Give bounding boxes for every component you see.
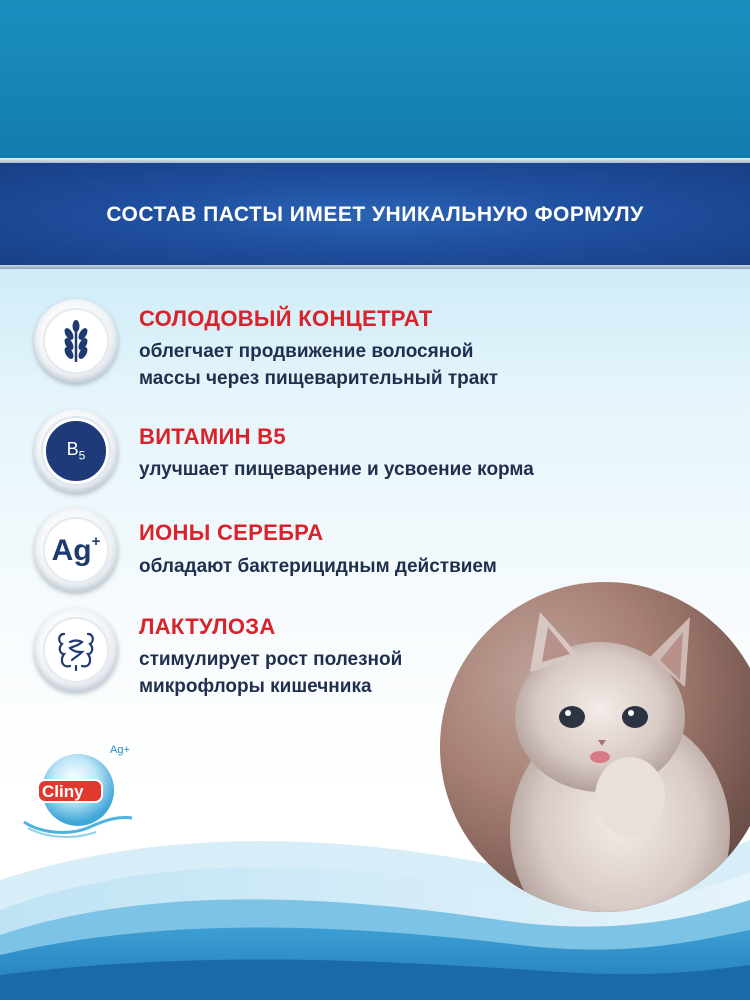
intestine-icon — [43, 617, 109, 683]
feature-icon-badge — [34, 608, 118, 692]
icon-superscript: + — [91, 532, 101, 550]
feature-desc-line1: облегчает продвижение волосяной — [139, 341, 474, 362]
icon-subscript: 5 — [78, 448, 86, 463]
icon-label: B — [66, 439, 79, 460]
wheat-icon — [43, 308, 109, 374]
feature-title: ЛАКТУЛОЗА — [139, 614, 276, 639]
feature-desc-line1: улучшает пищеварение и усвоение корма — [139, 459, 534, 480]
feature-title: СОЛОДОВЫЙ КОНЦЕТРАТ — [139, 306, 433, 331]
feature-desc-line1: стимулирует рост полезной — [139, 649, 403, 670]
feature-icon-badge — [34, 508, 118, 592]
kitten-photo — [440, 582, 750, 912]
feature-desc-line2: микрофлоры кишечника — [139, 676, 372, 697]
silver-ion-icon — [43, 517, 109, 583]
feature-title: ВИТАМИН B5 — [139, 424, 286, 449]
kitten-illustration — [440, 582, 750, 912]
feature-title: ИОНЫ СЕРЕБРА — [139, 520, 324, 545]
icon-label: Ag — [51, 533, 92, 567]
feature-desc-line2: массы через пищеварительный тракт — [139, 368, 499, 389]
feature-desc-line1: обладают бактерицидным действием — [139, 556, 497, 577]
logo-brand-text: Cliny — [42, 782, 84, 801]
vitamin-b5-icon — [43, 418, 109, 484]
top-banner — [0, 0, 750, 160]
page-title: СОСТАВ ПАСТЫ ИМЕЕТ УНИКАЛЬНУЮ ФОРМУЛУ — [106, 203, 644, 226]
feature-icon-badge — [34, 409, 118, 493]
feature-icon-badge — [34, 299, 118, 383]
cliny-logo — [22, 742, 142, 842]
logo-badge-text: Ag+ — [110, 744, 130, 756]
